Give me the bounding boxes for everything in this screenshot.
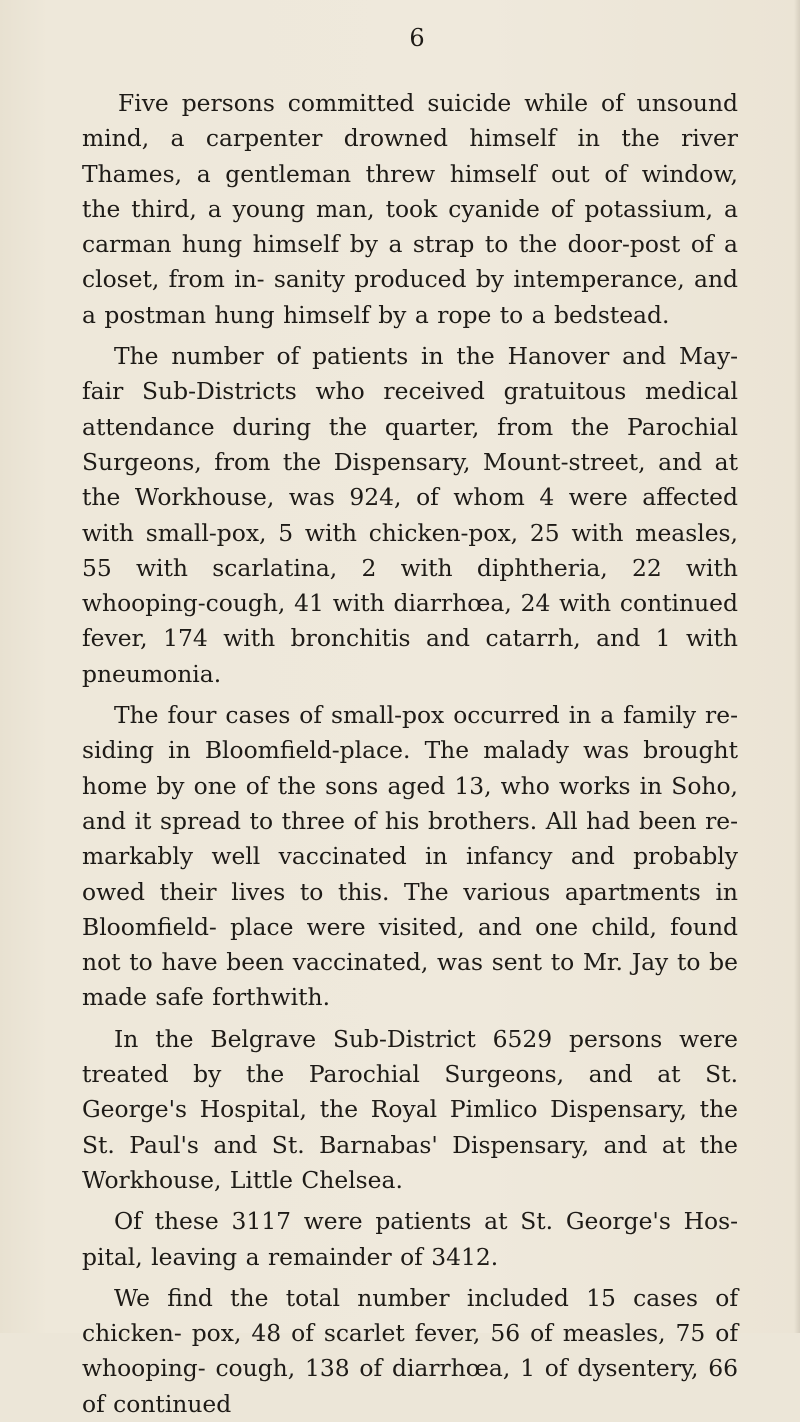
- page-number: 6: [409, 24, 425, 52]
- paragraph-suicides: Five persons committed suicide while of unsound mind, a carpenter drowned himself in the river Thames, a gentleman threw himself out of window, the third, a young man, took cyanide of potassium, a carman hung himself by a strap to the door-post of a closet, from in- sanity produced by intemperance, and a postman hung himself by a rope to a bedstead.: [82, 89, 738, 329]
- page-edge-shadow: [794, 0, 800, 1333]
- paragraph-total-cases: We find the total number included 15 cases of chicken- pox, 48 of scarlet fever, 56 of measles, 75 of whooping- cough, 138 of diarrhœa, 1 of dysentery, 66 of continued: [82, 1283, 738, 1418]
- paragraph-belgrave: In the Belgrave Sub-District 6529 persons were treated by the Parochial Surgeons, and at St. George's Hospital, the Royal Pimlico Dispensary, the St. Paul's and St. Barnabas' Dispensary, and at the Workhouse, Little Chelsea.: [82, 1024, 738, 1194]
- paragraph-st-georges-patients: Of these 3117 were patients at St. George's Hos- pital, leaving a remainder of 3412.: [82, 1207, 738, 1271]
- paragraph-small-pox-cases: The four cases of small-pox occurred in a family re- siding in Bloomfield-place. The malady was brought home by one of the sons aged 13, who works in Soho, and it spread to three of his brothers. All had been re- markably well vaccinated in infancy and probably owed their lives to this. The various apartments in Bloomfield- place were visited, and one child, found not to have been vaccinated, was sent to Mr. Jay to be made safe forthwith.: [82, 701, 738, 1012]
- paragraph-hanover-mayfair: The number of patients in the Hanover and May-fair Sub-Districts who received gratuitous medical attendance during the quarter, from the Parochial Surgeons, from the Dispensary, Mount-street, and at the Workhouse, was 924, of whom 4 were affected with small-pox, 5 with chicken-pox, 25 with measles, 55 with scarlatina, 2 with diphtheria, 22 with whooping-cough, 41 with diarrhœa, 24 with continued fever, 174 with bronchitis and catarrh, and 1 with pneumonia.: [82, 342, 738, 688]
